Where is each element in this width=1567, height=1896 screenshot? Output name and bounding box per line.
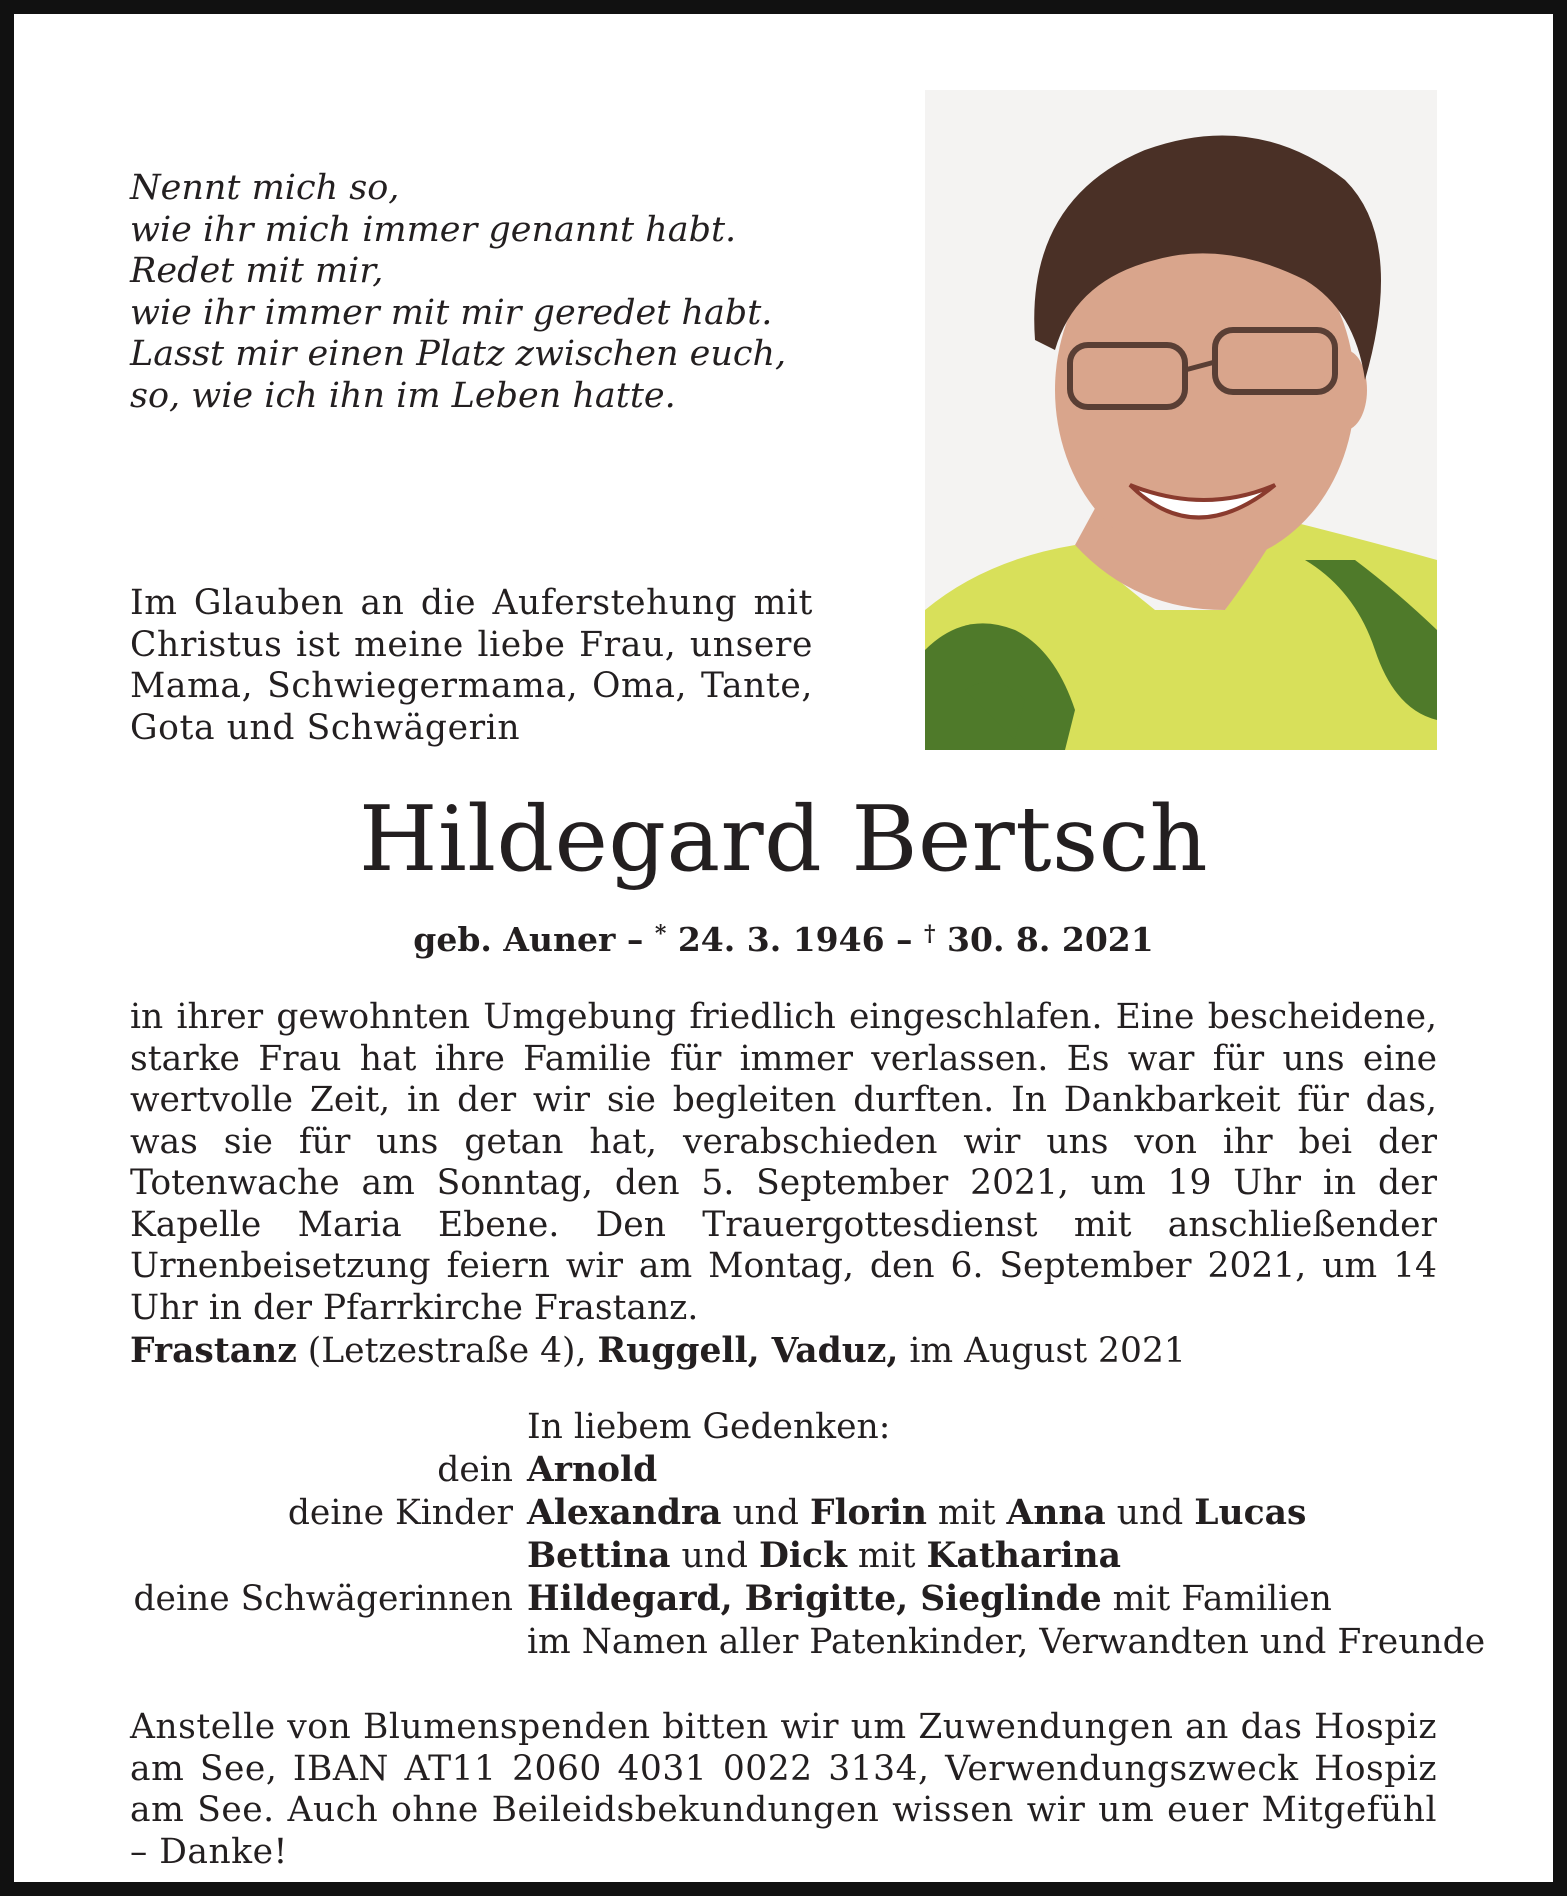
mourner-name: Hildegard, Brigitte, Sieglinde <box>527 1579 1102 1619</box>
mourner-connector: mit <box>926 1493 1007 1533</box>
mourner-name: Anna <box>1006 1493 1106 1533</box>
poem-line: Lasst mir einen Platz zwischen euch, <box>130 334 787 374</box>
mourner-name: Florin <box>809 1493 927 1533</box>
place-other-towns: Ruggell, Vaduz, <box>597 1331 899 1371</box>
mourner-name: Katharina <box>926 1536 1121 1576</box>
mourner-connector: mit <box>846 1536 927 1576</box>
birth-date: 24. 3. 1946 <box>666 920 885 959</box>
portrait-illustration <box>925 90 1437 750</box>
mourner-rows <box>0 1449 1567 1664</box>
poem-line: Nennt mich so, <box>130 168 400 208</box>
mourner-relation-label: deine Schwägerinnen <box>133 1579 513 1619</box>
poem-line: so, wie ich ihn im Leben hatte. <box>130 375 676 416</box>
mourner-name: Dick <box>759 1536 847 1576</box>
date-dash: – <box>884 920 925 959</box>
mourner-names <box>527 1621 1485 1664</box>
mourner-name: Alexandra <box>527 1493 722 1533</box>
mourner-names <box>527 1578 1332 1621</box>
announcement-text: in ihrer gewohnten Umgebung friedlich eingeschlafen. Eine bescheidene, starke Frau hat ihre Familie für immer verlassen. Es war für uns eine wertvolle Zeit, in der wir sie begleiten durften. In Dankbarkeit für das, was sie für uns getan hat, verabschieden wir uns von ihr bei der Totenwache am Sonntag, den 5. September 2021, um 19 Uhr in der Kapelle Maria Ebene. Den Trauergottesdienst mit anschließender Urnenbeisetzung feiern wir am Montag, den 6. September 2021, um 14 Uhr in der Pfarrkirche Frastanz. <box>130 997 1437 1328</box>
intro-text: Im Glauben an die Auferstehung mit Christus ist meine liebe Frau, unsere Mama, Schwiegermama, Oma, Tante, Gota und Schwägerin <box>130 583 813 748</box>
date-dash: – <box>615 920 655 959</box>
mourner-names <box>527 1492 1306 1535</box>
mourner-relation-label: deine Kinder <box>287 1493 513 1533</box>
place-town: Frastanz <box>130 1331 297 1371</box>
birth-star-icon: * <box>654 921 667 947</box>
place-address: (Letzestraße 4), <box>296 1331 598 1371</box>
mourner-row <box>0 1578 1567 1621</box>
donation-note: Anstelle von Blumenspenden bitten wir um Zuwendungen an das Hospiz am See, IBAN AT11 2060 4031 0022 3134, Verwendungszweck Hospiz am See. Auch ohne Beileidsbekundungen wissen wir um euer Mitgefühl – Danke! <box>130 1707 1437 1872</box>
mourner-connector: und <box>670 1536 759 1576</box>
place-date: im August 2021 <box>898 1331 1186 1371</box>
mourners-heading: In liebem Gedenken: <box>527 1407 891 1447</box>
poem-line: Redet mit mir, <box>130 251 384 291</box>
mourner-connector: und <box>1105 1493 1195 1533</box>
life-dates <box>0 918 1567 962</box>
mourner-connector: im Namen aller Patenkinder, Verwandten und Freunde <box>527 1622 1486 1662</box>
mourner-relation-label: dein <box>437 1450 513 1490</box>
mourners-list <box>0 1406 1567 1664</box>
poem-line: wie ihr immer mit mir geredet habt. <box>130 292 773 333</box>
mourners-heading-row <box>0 1406 1567 1449</box>
mourner-row <box>0 1535 1567 1578</box>
mourner-row <box>0 1449 1567 1492</box>
poem <box>130 168 850 417</box>
mourner-name: Lucas <box>1194 1493 1307 1533</box>
mourner-names <box>527 1449 657 1492</box>
maiden-name: geb. Auner <box>413 920 616 959</box>
death-cross-icon: † <box>924 921 936 947</box>
mourner-connector: mit Familien <box>1101 1579 1332 1619</box>
poem-line: wie ihr mich immer genannt habt. <box>130 209 737 250</box>
death-date: 30. 8. 2021 <box>935 920 1154 959</box>
mourner-connector: und <box>721 1493 810 1533</box>
mourner-names <box>527 1535 1121 1578</box>
place-date-line <box>130 1330 1437 1372</box>
mourner-name: Arnold <box>527 1450 658 1490</box>
mourner-row <box>0 1621 1567 1664</box>
portrait-photo <box>925 90 1437 750</box>
mourner-name: Bettina <box>527 1536 671 1576</box>
mourner-row <box>0 1492 1567 1535</box>
deceased-name: Hildegard Bertsch <box>358 787 1209 892</box>
